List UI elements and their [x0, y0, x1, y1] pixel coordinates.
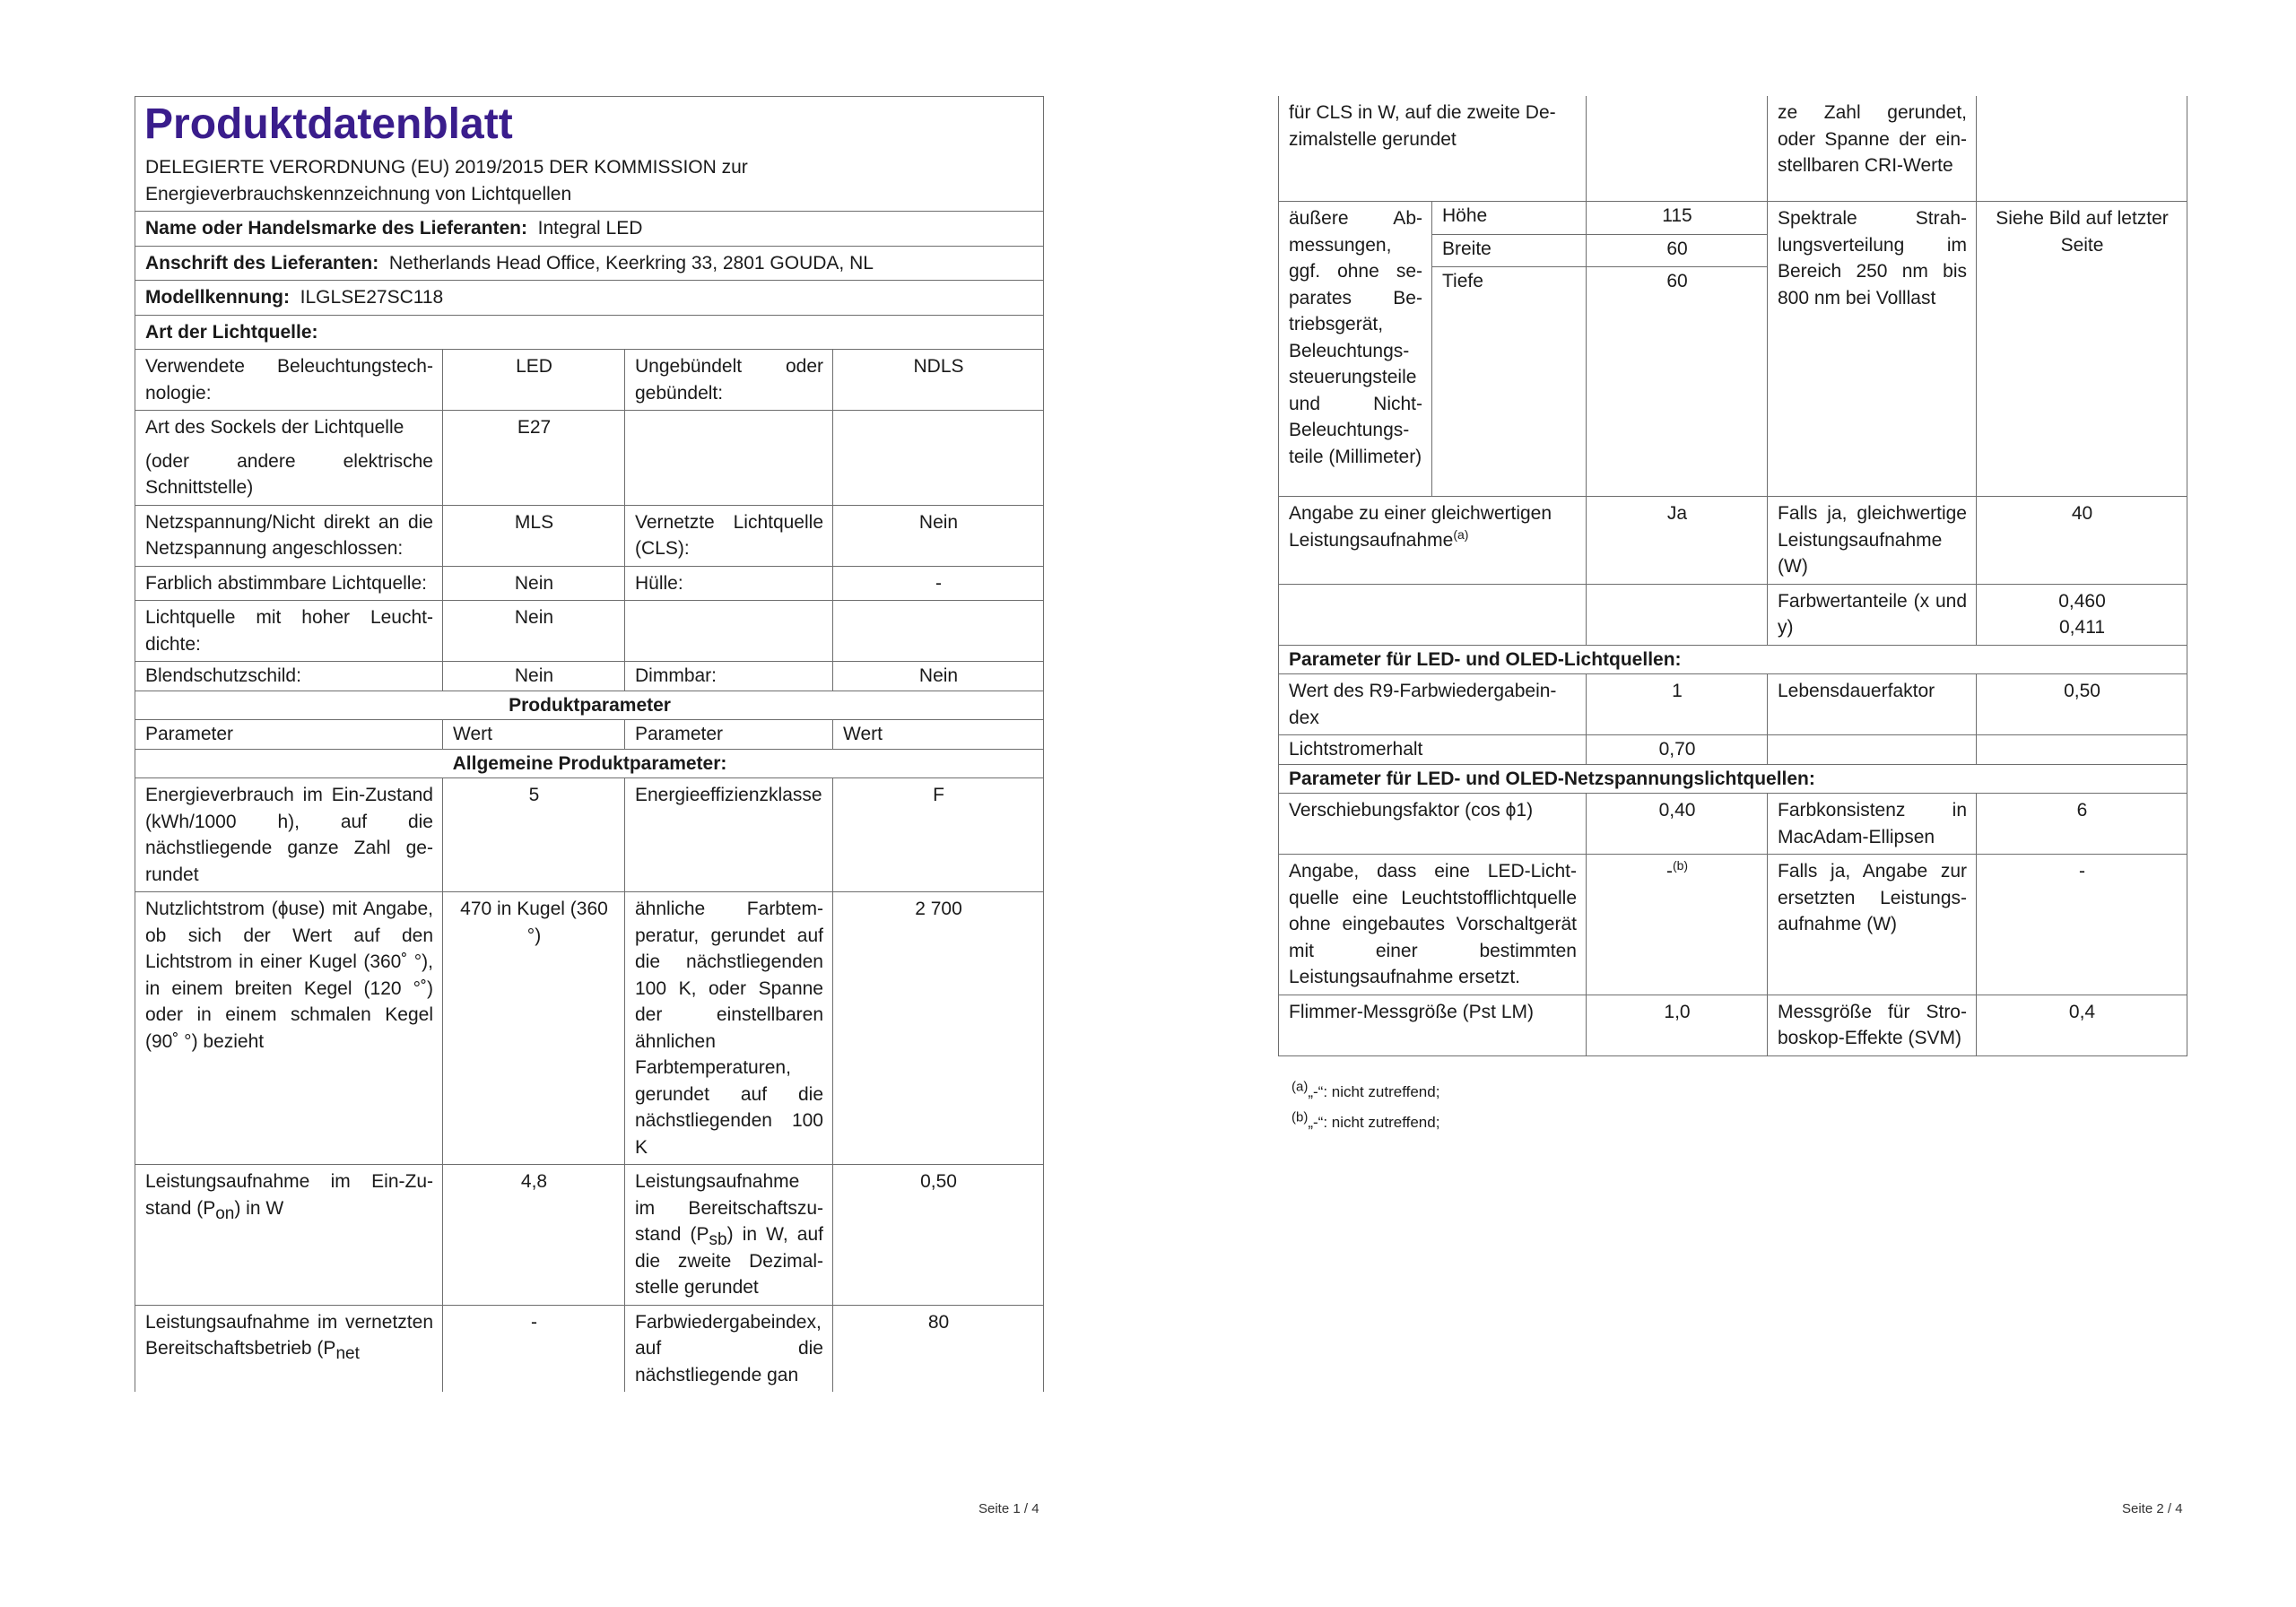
page-footer-1: Seite 1 / 4 [978, 1501, 1039, 1516]
colour-consistency-label: Farbkonsistenz in MacAdam-Ellipsen [1768, 794, 1977, 855]
colour-consistency-value: 6 [1977, 794, 2187, 855]
standby-power-value: 0,50 [833, 1165, 1044, 1306]
lumen-maintenance-row [1279, 735, 2187, 765]
on-power-label [135, 1165, 443, 1306]
envelope-label: Hülle: [625, 566, 833, 601]
lumen-maintenance-value: 0,70 [1587, 735, 1768, 765]
equivalent-label-text: Angabe zu einer gleichwertigen Leistungsaufnahme [1289, 503, 1552, 551]
network-standby-subscript: net [335, 1344, 360, 1364]
regulation-line-2: Energieverbrauchskennzeichnung von Lichtquellen [145, 183, 572, 204]
technology-value: LED [443, 350, 625, 411]
footnote-a-text: „-“: nicht zutreffend; [1308, 1083, 1440, 1100]
lumen-maintenance-label: Lichtstromerhalt [1279, 735, 1587, 765]
standby-power-label [625, 1165, 833, 1306]
header-cell [135, 97, 1044, 212]
directional-label: Ungebündelt oder gebündelt: [625, 350, 833, 411]
empty-cell [625, 411, 833, 506]
column-header-row [135, 720, 1044, 750]
footnote-b-text: „-“: nicht zutreffend; [1308, 1114, 1440, 1131]
empty-cell [625, 601, 833, 662]
cap-label-line-2: (oder andere elektrische Schnittstelle) [145, 450, 433, 498]
mains-row [135, 505, 1044, 566]
footnote-a [1292, 1081, 1439, 1103]
supplier-cell [135, 212, 1044, 247]
model-value: ILGLSE27SC118 [300, 287, 444, 308]
model-cell [135, 281, 1044, 316]
flicker-row [1279, 995, 2187, 1055]
chromaticity-x: 0,460 [2058, 590, 2106, 612]
empty-cell [833, 411, 1044, 506]
address-label: Anschrift des Lieferanten: [145, 252, 379, 274]
survival-value: 0,50 [1977, 674, 2187, 735]
empty-cell [833, 601, 1044, 662]
displacement-label: Verschiebungsfaktor (cos ϕ1) [1279, 794, 1587, 855]
cap-row [135, 411, 1044, 506]
network-standby-value: - [443, 1305, 625, 1392]
dimmable-value: Nein [833, 662, 1044, 691]
footnote-b [1292, 1109, 1440, 1134]
energy-consumption-label: Energieverbrauch im Ein-Zustand (kWh/1000 h), auf die nächstliegende ganze Zahl gerundet [135, 778, 443, 892]
power-row [135, 1165, 1044, 1306]
height-value: 115 [1587, 202, 1768, 235]
general-parameters-heading: Allgemeine Produktparameter: [135, 749, 1044, 778]
mains-params-row [1279, 764, 2187, 794]
product-parameters-row [135, 691, 1044, 720]
high-luminance-label: Lichtquelle mit hoher Leuchtdichte: [135, 601, 443, 662]
general-parameters-row [135, 749, 1044, 778]
address-value: Netherlands Head Office, Keerkring 33, 2801 GOUDA, NL [388, 252, 874, 274]
spectral-label: Spektrale Strahlungsverteilung im Bereich 250 nm bis 800 nm bei Volllast [1768, 202, 1977, 497]
continuation-row [1279, 96, 2187, 202]
r9-row [1279, 674, 2187, 735]
cap-label-line-1: Art des Sockels der Lichtquelle [145, 417, 404, 438]
empty-cell [1977, 735, 2187, 765]
footnote-a-mark: (a) [1292, 1079, 1309, 1095]
energy-consumption-value: 5 [443, 778, 625, 892]
envelope-value: - [833, 566, 1044, 601]
r9-value: 1 [1587, 674, 1768, 735]
equivalent-label [1279, 497, 1587, 585]
anti-glare-row [135, 662, 1044, 691]
cri-label: Farbwiedergabeindex, auf die nächstliegende gan [625, 1305, 833, 1392]
tunable-label: Farblich abstimmbare Lichtquelle: [135, 566, 443, 601]
empty-cell [1977, 96, 2187, 202]
height-label: Höhe [1432, 202, 1587, 235]
fluorescent-row [1279, 855, 2187, 995]
standby-power-subscript: sb [709, 1230, 727, 1250]
light-source-type-row [135, 315, 1044, 350]
model-label: Modellkennung: [145, 287, 290, 308]
on-power-value: 4,8 [443, 1165, 625, 1306]
flicker-label: Flimmer-Messgröße (Pst LM) [1279, 995, 1587, 1055]
technology-label: Verwendete Beleuchtungstechnologie: [135, 350, 443, 411]
survival-label: Lebensdauerfaktor [1768, 674, 1977, 735]
cap-label [135, 411, 443, 506]
dimensions-label: äußere Abmessungen, ggf. ohne separates Betriebsgerät, Beleuchtungssteuerungsteile und Nicht-Beleuchtungsteile (Millimeter) [1279, 202, 1432, 497]
cap-value: E27 [443, 411, 625, 506]
supplier-row [135, 212, 1044, 247]
replaced-power-value: - [1977, 855, 2187, 995]
cct-label: ähnliche Farbtemperatur, gerundet auf die nächstliegenden 100 K, oder Spanne der einstellbaren ähnlichen Farbtemperaturen, gerundet auf die nächstliegenden 100 K [625, 892, 833, 1165]
high-luminance-value: Nein [443, 601, 625, 662]
flux-row [135, 892, 1044, 1165]
regulation-line-1: DELEGIERTE VERORDNUNG (EU) 2019/2015 DER KOMMISSION zur [145, 157, 748, 178]
page-footer-2: Seite 2 / 4 [2122, 1501, 2183, 1516]
depth-label: Tiefe [1432, 267, 1587, 497]
supplier-value: Integral LED [537, 218, 643, 239]
luminous-flux-value: 470 in Kugel (360 °) [443, 892, 625, 1165]
connected-value: Nein [833, 505, 1044, 566]
chromaticity-y: 0,411 [2059, 617, 2105, 638]
datasheet-table-page-1 [135, 96, 1044, 1392]
stroboscopic-label: Messgröße für Stroboskop-Effekte (SVM) [1768, 995, 1977, 1055]
technology-row [135, 350, 1044, 411]
anti-glare-value: Nein [443, 662, 625, 691]
energy-class-label: Energieeffizienzklasse [625, 778, 833, 892]
supplier-label: Name oder Handelsmarke des Lieferanten: [145, 218, 527, 239]
equivalent-power-label: Falls ja, gleichwertige Leistungsaufnahme (W) [1768, 497, 1977, 585]
column-header-parameter: Parameter [135, 720, 443, 750]
chromaticity-value [1977, 584, 2187, 645]
page-title: Produktdatenblatt [144, 100, 513, 148]
width-value: 60 [1587, 234, 1768, 267]
connected-label: Vernetzte Lichtquelle (CLS): [625, 505, 833, 566]
product-parameters-heading: Produktparameter [135, 691, 1044, 720]
depth-value: 60 [1587, 267, 1768, 497]
network-standby-label-text: Leistungsaufnahme im vernetzten Bereitschaftsbetrieb (P [145, 1311, 433, 1359]
equivalent-value: Ja [1587, 497, 1768, 585]
cri-value: 80 [833, 1305, 1044, 1392]
fluorescent-claim-dash: - [1665, 861, 1673, 882]
fluorescent-claim-value [1587, 855, 1768, 995]
anti-glare-label: Blendschutzschild: [135, 662, 443, 691]
cri-continuation: ze Zahl gerundet, oder Spanne der einstellbaren CRI-Werte [1768, 96, 1977, 202]
displacement-value: 0,40 [1587, 794, 1768, 855]
address-cell [135, 246, 1044, 281]
directional-value: NDLS [833, 350, 1044, 411]
on-power-label-unit: ) in W [234, 1197, 284, 1219]
network-standby-label [135, 1305, 443, 1392]
tunable-value: Nein [443, 566, 625, 601]
empty-cell [1768, 735, 1977, 765]
high-luminance-row [135, 601, 1044, 662]
cls-continuation: für CLS in W, auf die zweite Dezimalstelle gerundet [1279, 96, 1587, 202]
spectral-value: Siehe Bild auf letzter Seite [1977, 202, 2187, 497]
energy-class-value: F [833, 778, 1044, 892]
datasheet-table-page-2 [1278, 96, 2187, 1056]
equivalent-power-value: 40 [1977, 497, 2187, 585]
equivalent-row [1279, 497, 2187, 585]
footnote-ref-b: (b) [1672, 858, 1689, 873]
energy-row [135, 778, 1044, 892]
displacement-row [1279, 794, 2187, 855]
column-header-parameter: Parameter [625, 720, 833, 750]
tunable-row [135, 566, 1044, 601]
address-row [135, 246, 1044, 281]
chromaticity-label: Farbwertanteile (x und y) [1768, 584, 1977, 645]
column-header-value: Wert [443, 720, 625, 750]
chromaticity-row [1279, 584, 2187, 645]
led-params-heading: Parameter für LED- und OLED-Lichtquellen: [1279, 645, 2187, 674]
empty-cell [1587, 584, 1768, 645]
mains-value: MLS [443, 505, 625, 566]
led-params-row [1279, 645, 2187, 674]
network-standby-row [135, 1305, 1044, 1392]
light-source-type-label: Art der Lichtquelle: [135, 315, 1044, 350]
on-power-label-text: Leistungsaufnahme im Ein-Zustand (P [145, 1171, 433, 1219]
footnote-b-mark: (b) [1292, 1109, 1309, 1125]
on-power-subscript: on [215, 1203, 235, 1223]
mains-params-heading: Parameter für LED- und OLED-Netzspannungslichtquellen: [1279, 764, 2187, 794]
standby-power-label-unit: ) in W, auf die zweite Dezimalstelle gerundet [635, 1224, 823, 1298]
empty-cell [1279, 584, 1587, 645]
model-row [135, 281, 1044, 316]
mains-label: Netzspannung/Nicht direkt an die Netzspannung angeschlossen: [135, 505, 443, 566]
fluorescent-claim-label: Angabe, dass eine LED-Lichtquelle eine Leuchtstofflichtquelle ohne eingebautes Vorschaltgerät mit einer bestimmten Leistungsaufnahme ersetzt. [1279, 855, 1587, 995]
empty-cell [1587, 96, 1768, 202]
width-label: Breite [1432, 234, 1587, 267]
stroboscopic-value: 0,4 [1977, 995, 2187, 1055]
dimensions-height-row [1279, 202, 2187, 235]
flicker-value: 1,0 [1587, 995, 1768, 1055]
replaced-power-label: Falls ja, Angabe zur ersetzten Leistungsaufnahme (W) [1768, 855, 1977, 995]
footnote-ref-a: (a) [1453, 526, 1469, 542]
r9-label: Wert des R9-Farbwiedergabeindex [1279, 674, 1587, 735]
luminous-flux-label: Nutzlichtstrom (ϕuse) mit Angabe, ob sich der Wert auf den Lichtstrom in einer Kugel (360˚ °), in einem breiten Kegel (120 °˚) oder in einem schmalen Kegel (90˚ °) bezieht [135, 892, 443, 1165]
page-2 [1148, 0, 2296, 1607]
header-row [135, 97, 1044, 212]
dimmable-label: Dimmbar: [625, 662, 833, 691]
cct-value: 2 700 [833, 892, 1044, 1165]
standby-power-label-text: Leistungsaufnahme im Bereitschaftszustand (P [635, 1171, 823, 1245]
column-header-value: Wert [833, 720, 1044, 750]
